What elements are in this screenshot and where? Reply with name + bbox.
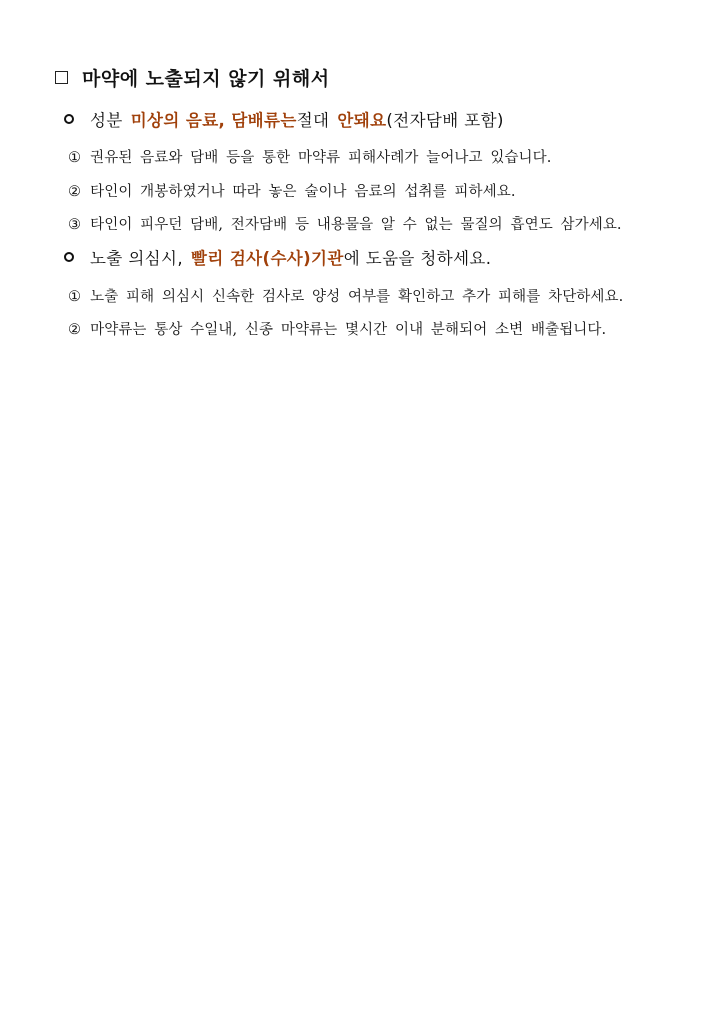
- item-text: 마약류는 통상 수일내, 신종 마약류는 몇시간 이내 분해되어 소변 배출됩니다.: [90, 322, 607, 338]
- list-item: [68, 146, 552, 167]
- item-text: 타인이 개봉하였거나 따라 놓은 술이나 음료의 섭취를 피하세요.: [90, 184, 516, 200]
- item-number: ③: [68, 217, 82, 233]
- bullet-text-part: 절대: [296, 111, 330, 130]
- bullet-text-part: 에 도움을 청하세요.: [343, 249, 492, 268]
- bullet-text-part: 노출 의심시,: [90, 249, 183, 268]
- bullet-exposure: [64, 245, 491, 269]
- list-item: [68, 285, 623, 306]
- bullet-ingredients: [64, 107, 504, 131]
- list-item: [68, 213, 622, 234]
- section-heading-text: 마약에 노출되지 않기 위해서: [82, 68, 330, 90]
- bullet-highlight-text: 미상의 음료, 담배류는: [130, 111, 297, 130]
- bullet-text-part: (전자담배 포함): [386, 111, 504, 130]
- checkbox-square-icon: [55, 71, 68, 84]
- bullet-text-part: 성분: [90, 111, 123, 130]
- list-item: [68, 318, 606, 339]
- list-item: [68, 180, 516, 201]
- item-text: 권유된 음료와 담배 등을 통한 마약류 피해사례가 늘어나고 있습니다.: [90, 150, 552, 166]
- item-text: 노출 피해 의심시 신속한 검사로 양성 여부를 확인하고 추가 피해를 차단하세요.: [90, 289, 624, 305]
- item-number: ②: [68, 184, 82, 200]
- bullet-highlight-text: 빨리 검사(수사)기관: [191, 249, 344, 268]
- circle-bullet-icon: [64, 114, 74, 124]
- section-heading: [55, 64, 330, 91]
- item-number: ①: [68, 289, 82, 305]
- circle-bullet-icon: [64, 252, 74, 262]
- item-text: 타인이 피우던 담배, 전자담배 등 내용물을 알 수 없는 물질의 흡연도 삼가세요.: [90, 217, 622, 233]
- item-number: ①: [68, 150, 82, 166]
- bullet-highlight-text: 안돼요: [337, 111, 387, 130]
- item-number: ②: [68, 322, 82, 338]
